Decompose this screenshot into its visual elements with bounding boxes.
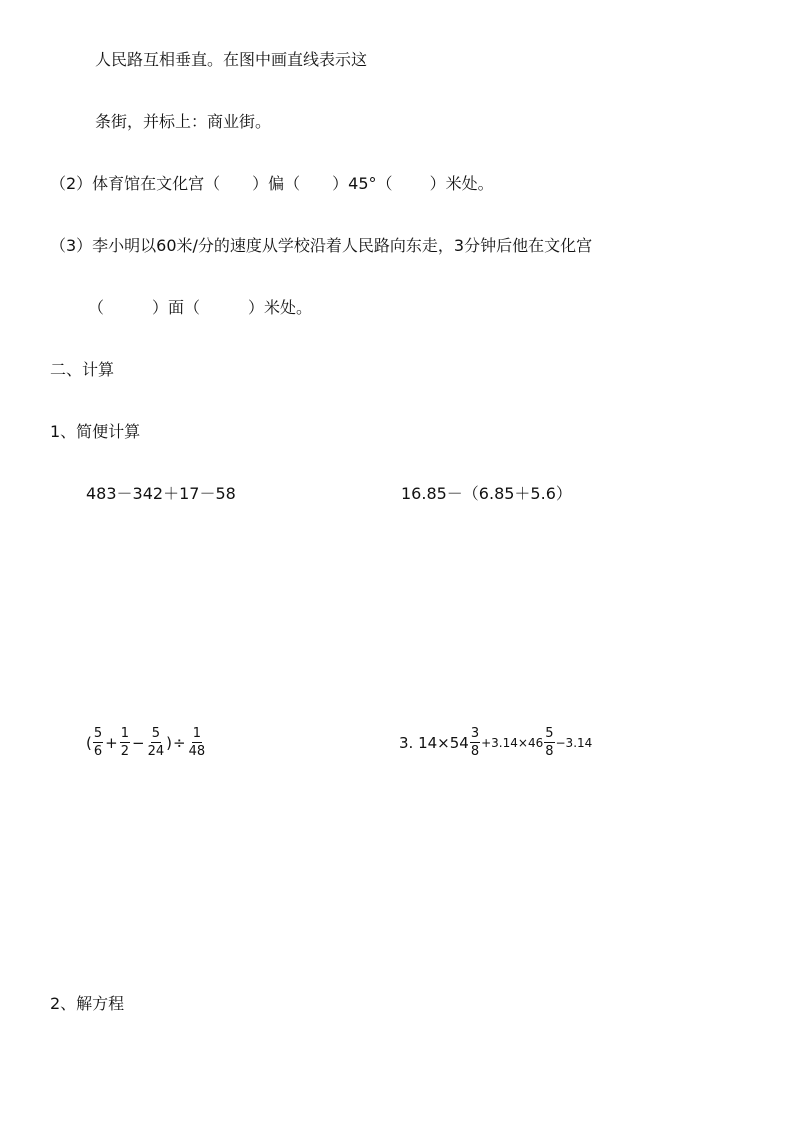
- close-paren: ): [166, 733, 172, 752]
- subsection-solve-equation: 2、解方程: [50, 994, 125, 1013]
- divide-sign: ÷: [172, 733, 186, 752]
- fraction-5-6: $\frac{5}{6}$: [93, 726, 103, 759]
- problem-4-part-b: +3.14×46: [481, 735, 544, 750]
- fraction-5-24: $\frac{5}{24}$: [147, 726, 165, 759]
- problem-4: [399, 726, 592, 759]
- plus-sign: +: [105, 733, 118, 752]
- minus-sign: −: [132, 733, 145, 752]
- fraction-1-2: $\frac{1}{2}$: [120, 726, 129, 759]
- section-title-calculation: 二、计算: [50, 360, 115, 379]
- question-3-continued: （ ）面（ ）米处。: [88, 298, 313, 317]
- text-line-2: 条街，并标上：商业街。: [95, 112, 272, 131]
- problem-2: 16.85－（6.85＋5.6）: [401, 484, 572, 503]
- question-2: （2）体育馆在文化宫（ ）偏（ ）45°（ ）米处。: [50, 174, 494, 193]
- subsection-simple-calculation: 1、简便计算: [50, 422, 141, 441]
- fraction-5-8: $\frac{5}{8}$: [545, 726, 554, 759]
- problem-4-part-a: 3. 14×54: [399, 733, 469, 752]
- fraction-3-8: $\frac{3}{8}$: [470, 726, 480, 759]
- question-3: （3）李小明以60米/分的速度从学校沿着人民路向东走，3分钟后他在文化宫: [50, 236, 593, 255]
- problem-1: 483－342＋17－58: [86, 484, 236, 503]
- problem-3: [86, 726, 207, 759]
- problem-4-part-c: −3.14: [555, 735, 593, 750]
- fraction-1-48: $\frac{1}{48}$: [188, 726, 206, 759]
- text-line-1: 人民路互相垂直。在图中画直线表示这: [95, 50, 368, 69]
- open-paren: (: [86, 733, 92, 752]
